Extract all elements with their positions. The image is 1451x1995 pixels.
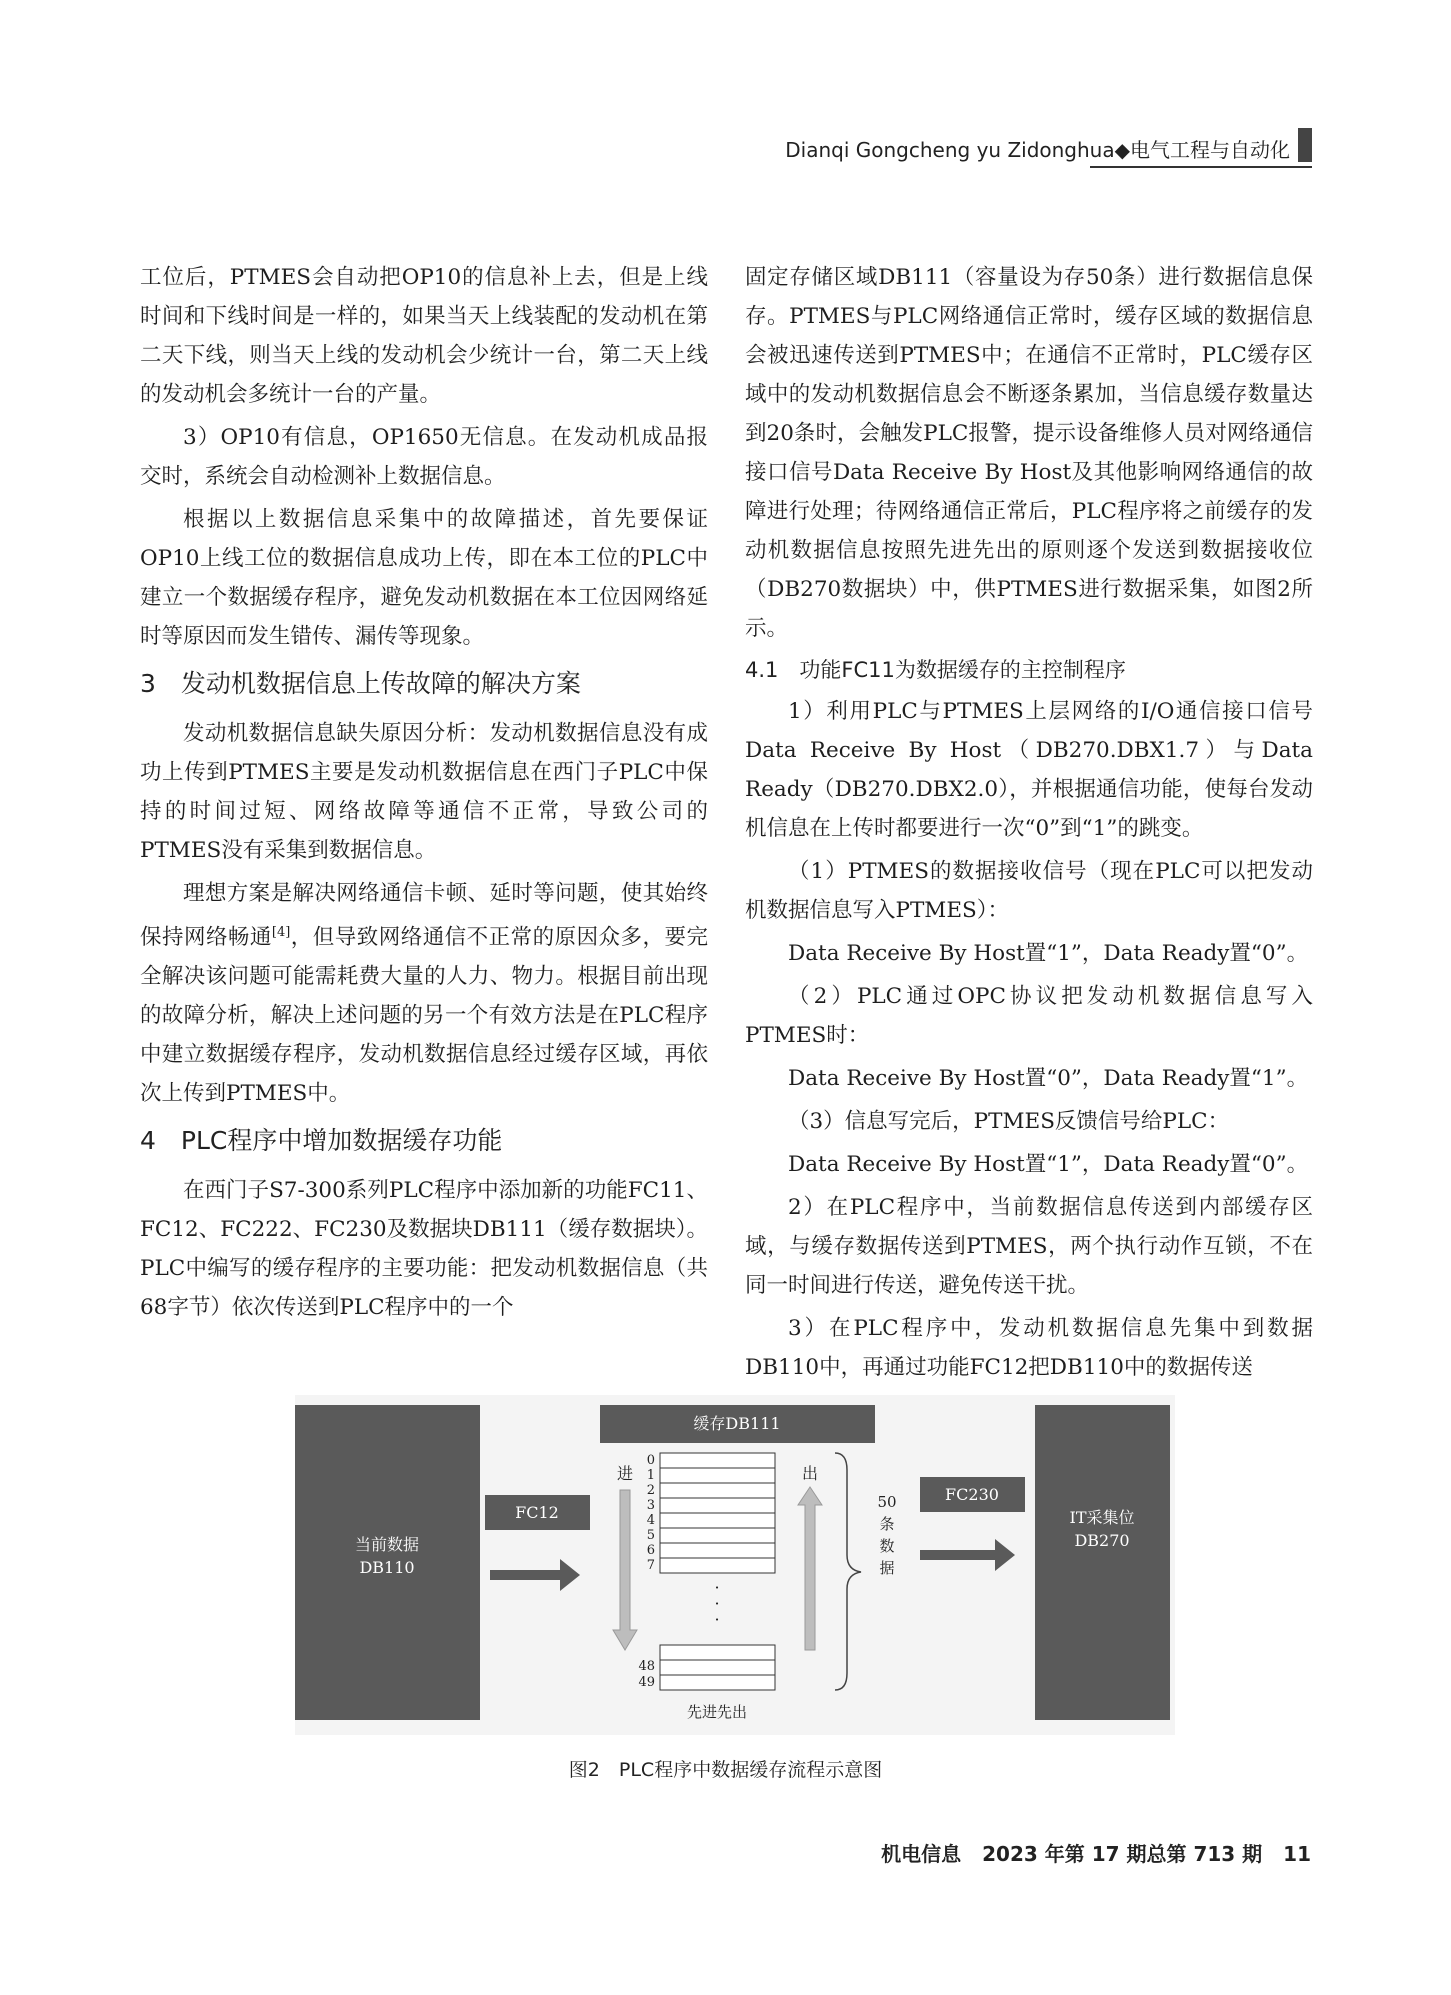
current-data-label: 当前数据 <box>354 1535 420 1554</box>
right-column <box>745 258 1313 1391</box>
left-column <box>140 258 708 1331</box>
it-collect-db: DB270 <box>1074 1531 1130 1550</box>
signal-line: Data Receive By Host置“1”，Data Ready置“0”。 <box>788 1152 1309 1177</box>
in-label: 进 <box>616 1464 634 1483</box>
slot-index: 7 <box>646 1558 655 1573</box>
paragraph-text: 理想方案是解决网络通信卡顿、延时等问题，使其始终保持网络畅通 <box>140 881 708 951</box>
current-data-db: DB110 <box>359 1558 415 1577</box>
header-title: Dianqi Gongcheng yu Zidonghua◆电气工程与自动化 <box>785 138 1290 162</box>
header-rule <box>1090 166 1312 168</box>
section-heading-4: 4 PLC程序中增加数据缓存功能 <box>140 1126 503 1156</box>
slot-index: 5 <box>646 1528 655 1543</box>
signal-line: Data Receive By Host置“0”，Data Ready置“1”。 <box>788 1066 1309 1091</box>
paragraph: （1）PTMES的数据接收信号（现在PLC可以把发动机数据信息写入PTMES）： <box>745 859 1313 923</box>
cache-slots <box>660 1453 775 1690</box>
fc230-label: FC230 <box>945 1485 999 1504</box>
ellipsis-dot: · <box>714 1610 720 1629</box>
paragraph: 在西门子S7-300系列PLC程序中添加新的功能FC11、FC12、FC222、FC230及数据块DB111（缓存数据块）。PLC中编写的缓存程序的主要功能：把发动机数据信息（共68字节）依次传送到PLC程序中的一个 <box>140 1178 708 1321</box>
paragraph: 2）在PLC程序中，当前数据信息传送到内部缓存区域，与缓存数据传送到PTMES，两个执行动作互锁，不在同一时间进行传送，避免传送干扰。 <box>745 1195 1313 1298</box>
count-label: 50 <box>877 1493 897 1511</box>
paragraph: 1）利用PLC与PTMES上层网络的I/O通信接口信号Data Receive By Host（DB270.DBX1.7）与Data Ready（DB270.DBX2.0），并根据通信功能，使每台发动机信息在上传时都要进行一次“0”到“1”的跳变。 <box>745 699 1313 841</box>
slot-index: 2 <box>646 1483 655 1498</box>
out-label: 出 <box>801 1464 819 1483</box>
arrow-down-icon <box>613 1490 637 1650</box>
paragraph: 发动机数据信息缺失原因分析：发动机数据信息没有成功上传到PTMES主要是发动机数据信息在西门子PLC中保持的时间过短、网络故障等通信不正常，导致公司的PTMES没有采集到数据信息。 <box>140 721 708 863</box>
count-label: 数 <box>879 1537 895 1555</box>
running-header <box>760 128 1312 168</box>
page-footer <box>867 1838 1311 1867</box>
signal-line: Data Receive By Host置“1”，Data Ready置“0”。 <box>788 941 1309 966</box>
ellipsis-dot: · <box>714 1594 720 1613</box>
slot-index: 49 <box>638 1675 655 1690</box>
arrow-right-icon <box>920 1539 1015 1571</box>
citation-ref[interactable]: [4] <box>271 925 291 940</box>
ellipsis-dot: · <box>714 1578 720 1597</box>
paragraph: （3）信息写完后，PTMES反馈信号给PLC： <box>788 1109 1230 1134</box>
slot-index: 3 <box>646 1498 655 1513</box>
fc12-label: FC12 <box>515 1503 559 1522</box>
paragraph: 根据以上数据信息采集中的故障描述，首先要保证OP10上线工位的数据信息成功上传，即在本工位的PLC中建立一个数据缓存程序，避免发动机数据在本工位因网络延时等原因而发生错传、漏传等现象。 <box>140 507 708 649</box>
it-collect-label: IT采集位 <box>1069 1508 1135 1527</box>
subsection-heading-4-1: 4.1 功能FC11为数据缓存的主控制程序 <box>745 658 1126 682</box>
page-number: 11 <box>1283 1842 1311 1866</box>
paragraph: 工位后，PTMES会自动把OP10的信息补上去，但是上线时间和下线时间是一样的，如果当天上线装配的发动机在第二天下线，则当天上线的发动机会少统计一台，第二天上线的发动机会多统计一台的产量。 <box>140 265 708 407</box>
paragraph: 3）OP10有信息，OP1650无信息。在发动机成品报交时，系统会自动检测补上数据信息。 <box>140 425 708 489</box>
count-label: 据 <box>879 1559 895 1577</box>
count-label: 条 <box>879 1515 895 1533</box>
slot-index: 6 <box>646 1543 655 1558</box>
journal-name: 机电信息 <box>881 1842 962 1866</box>
cache-title: 缓存DB111 <box>693 1414 781 1433</box>
slot-index: 4 <box>646 1513 655 1528</box>
section-heading-3: 3 发动机数据信息上传故障的解决方案 <box>140 669 581 698</box>
slot-index: 1 <box>646 1468 655 1483</box>
it-collect-box <box>1035 1405 1170 1720</box>
figure-2 <box>295 1395 1175 1735</box>
paragraph-text: ，但导致网络通信不正常的原因众多，要完全解决该问题可能需耗费大量的人力、物力。根据目前出现的故障分析，解决上述问题的另一个有效方法是在PLC程序中建立数据缓存程序，发动机数据信息经过缓存区域，再依次上传到PTMES中。 <box>140 925 708 1107</box>
arrow-right-icon <box>490 1559 580 1591</box>
paragraph: （2）PLC通过OPC协议把发动机数据信息写入PTMES时： <box>745 984 1313 1048</box>
fifo-label: 先进先出 <box>686 1703 748 1721</box>
paragraph <box>140 874 708 1113</box>
header-bar <box>1298 128 1312 162</box>
figure-caption: 图2 PLC程序中数据缓存流程示意图 <box>568 1759 883 1781</box>
paragraph: 3）在PLC程序中，发动机数据信息先集中到数据DB110中，再通过功能FC12把DB110中的数据传送 <box>745 1316 1313 1380</box>
paragraph: 固定存储区域DB111（容量设为存50条）进行数据信息保存。PTMES与PLC网络通信正常时，缓存区域的数据信息会被迅速传送到PTMES中；在通信不正常时，PLC缓存区域中的发动机数据信息会不断逐条累加，当信息缓存数量达到20条时，会触发PLC报警，提示设备维修人员对网络通信接口信号Data Receive By Host及其他影响网络通信的故障进行处理；待网络通信正常后，PLC程序将之前缓存的发动机数据信息按照先进先出的原则逐个发送到数据接收位（DB270数据块）中，供PTMES进行数据采集，如图2所示。 <box>745 265 1313 641</box>
brace-icon <box>835 1453 861 1690</box>
slot-index: 0 <box>646 1453 655 1468</box>
arrow-up-icon <box>798 1487 822 1650</box>
issue-info: 2023 年第 17 期总第 713 期 <box>982 1842 1263 1866</box>
slot-index: 48 <box>638 1659 655 1674</box>
